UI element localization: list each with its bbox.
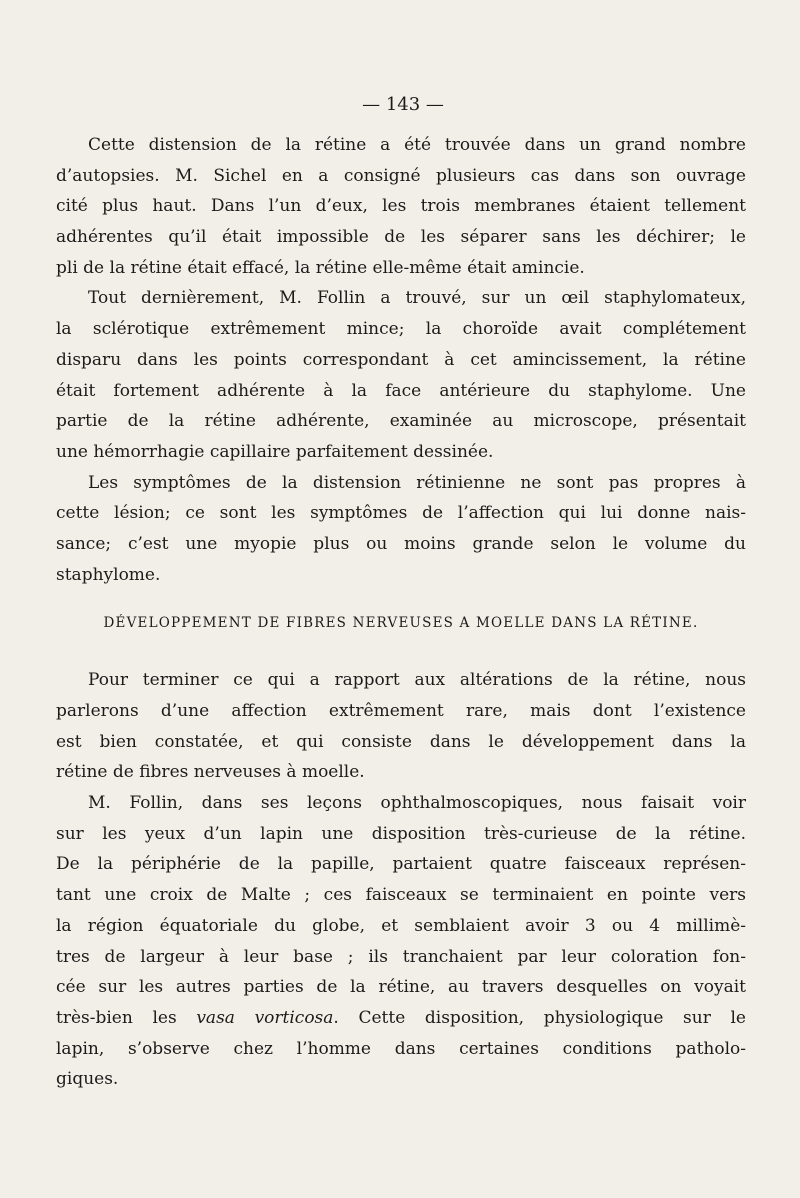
paragraph-fibres-nerveuses xyxy=(56,665,746,788)
text-line: tant une croix de Malte ; ces faisceaux se terminaient en pointe vers xyxy=(56,885,746,906)
text-line: pli de la rétine était effacé, la rétine elle-même était amincie. xyxy=(56,257,585,278)
text-line: Pour terminer ce qui a rapport aux altérations de la rétine, nous xyxy=(88,670,746,691)
text-line: Les symptômes de la distension rétinienne ne sont pas propres à xyxy=(88,472,746,493)
text-line: cité plus haut. Dans l’un d’eux, les trois membranes étaient tellement xyxy=(56,196,746,217)
paragraph-lapin xyxy=(56,788,746,1095)
text-line xyxy=(56,1003,746,1034)
text-line: lapin, s’observe chez l’homme dans certaines conditions patholo- xyxy=(56,1038,746,1059)
paragraph-follin-staphylome xyxy=(56,283,746,467)
text-line: M. Follin, dans ses leçons ophthalmoscopiques, nous faisait voir xyxy=(88,793,746,814)
text-line: Cette distension de la rétine a été trouvée dans un grand nombre xyxy=(88,135,746,155)
page-number: — 143 — xyxy=(362,94,444,115)
text-line: De la périphérie de la papille, partaient quatre faisceaux représen- xyxy=(56,854,746,875)
section-heading: DÉVELOPPEMENT DE FIBRES NERVEUSES A MOELLE DANS LA RÉTINE. xyxy=(103,615,699,632)
paragraph-distension xyxy=(56,130,746,283)
text-line: la région équatoriale du globe, et semblaient avoir 3 ou 4 millimè- xyxy=(56,915,746,936)
text-line: partie de la rétine adhérente, examinée au microscope, présentait xyxy=(56,411,746,432)
text-segment: très-bien les xyxy=(56,1007,177,1028)
text-line: une hémorrhagie capillaire parfaitement dessinée. xyxy=(56,441,494,462)
text-line: sance; c’est une myopie plus ou moins grande selon le volume du xyxy=(56,533,746,554)
text-line: tres de largeur à leur base ; ils tranchaient par leur coloration fon- xyxy=(56,946,746,967)
text-line: la sclérotique extrêmement mince; la choroïde avait complétement xyxy=(56,319,746,340)
text-line: est bien constatée, et qui consiste dans le développement dans la xyxy=(56,731,746,752)
text-line: staphylome. xyxy=(56,564,161,585)
text-line: giques. xyxy=(56,1069,119,1090)
text-line: cée sur les autres parties de la rétine, au travers desquelles on voyait xyxy=(56,977,746,998)
text-line: sur les yeux d’un lapin une disposition très-curieuse de la rétine. xyxy=(56,823,746,844)
text-line: parlerons d’une affection extrêmement rare, mais dont l’existence xyxy=(56,701,746,721)
text-line: adhérentes qu’il était impossible de les séparer sans les déchirer; le xyxy=(56,227,746,248)
italic-term: vasa vorticosa xyxy=(196,1007,334,1028)
text-line: disparu dans les points correspondant à cet amincissement, la rétine xyxy=(56,349,746,370)
text-line: Tout dernièrement, M. Follin a trouvé, sur un œil staphylomateux, xyxy=(88,288,746,309)
paragraph-symptomes xyxy=(56,468,746,591)
text-line: d’autopsies. M. Sichel en a consigné plusieurs cas dans son ouvrage xyxy=(56,165,746,186)
text-line: était fortement adhérente à la face antérieure du staphylome. Une xyxy=(56,380,746,401)
book-page xyxy=(56,94,746,1095)
text-line: cette lésion; ce sont les symptômes de l’affection qui lui donne nais- xyxy=(56,503,746,524)
text-line: rétine de fibres nerveuses à moelle. xyxy=(56,762,365,783)
text-segment: . Cette disposition, physiologique sur le xyxy=(333,1007,746,1028)
